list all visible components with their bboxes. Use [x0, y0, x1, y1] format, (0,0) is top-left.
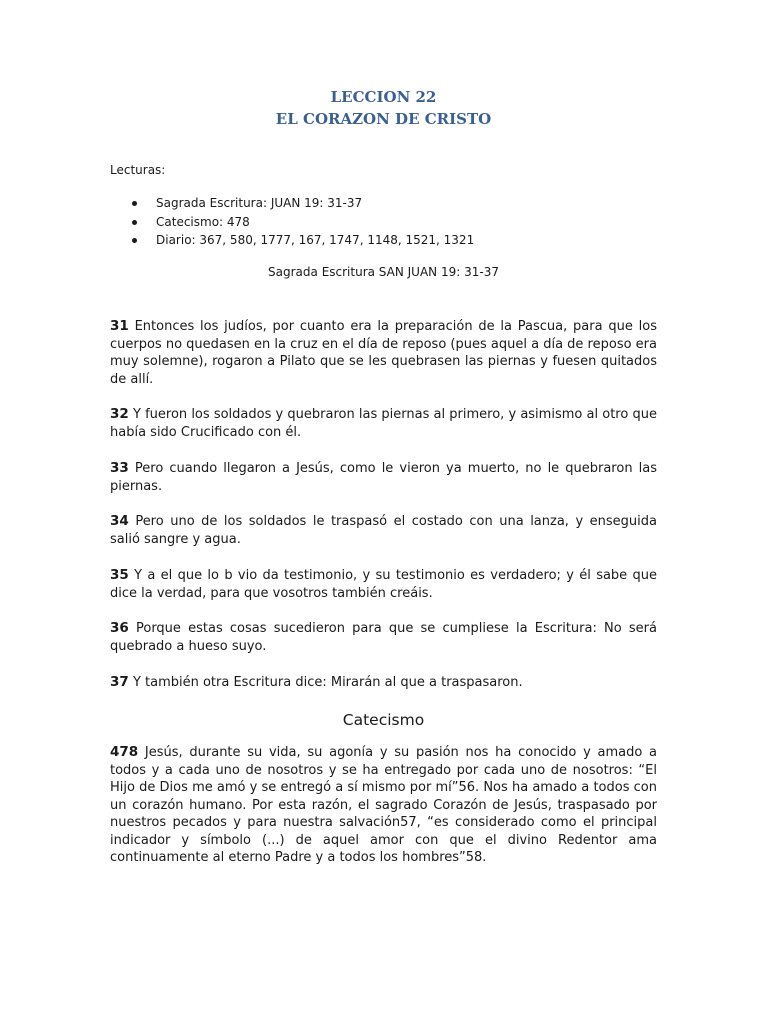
- verse-text: Pero uno de los soldados le traspasó el costado con una lanza, y enseguida salió sangre y agua.: [110, 514, 657, 547]
- catechism-number: 478: [110, 744, 139, 760]
- scripture-source-reference: Sagrada Escritura SAN JUAN 19: 31-37: [268, 265, 499, 279]
- reading-item: [110, 194, 474, 213]
- bullet-icon: [132, 238, 137, 243]
- verse-number: 31: [110, 318, 129, 334]
- reading-text: Sagrada Escritura: JUAN 19: 31-37: [156, 196, 363, 210]
- reading-text: Catecismo: 478: [156, 214, 250, 229]
- verse-text: Y también otra Escritura dice: Mirarán al que a traspasaron.: [132, 675, 523, 690]
- readings-label: Lecturas:: [110, 163, 166, 177]
- catechism-paragraph: [110, 744, 657, 867]
- catechism-text: Jesús, durante su vida, su agonía y su pasión nos ha conocido y amado a todos y a cada uno de nosotros y se ha entregado por cada uno de nosotros: “El Hijo de Dios me amó y se entregó a sí mismo por mí”56. Nos ha amado a todos con un corazón humano. Por esta razón, el sagrado Corazón de Jesús, traspasado por nuestros pecados y para nuestra salvación57, “es considerado como el principal indicador y símbolo (...) de aquel amor con que el divino Redentor ama continuamente al eterno Padre y a todos los hombres”58.: [110, 745, 657, 865]
- verse-paragraph: [110, 460, 657, 495]
- reading-item: [110, 231, 474, 250]
- bullet-icon: [132, 220, 137, 225]
- verse-text: Porque estas cosas sucedieron para que se cumpliese la Escritura: No será quebrado a hueso suyo.: [110, 621, 657, 654]
- verse-paragraph: [110, 620, 657, 655]
- verse-paragraph: [110, 567, 657, 602]
- verse-number: 34: [110, 513, 129, 529]
- verse-paragraph: [110, 513, 657, 548]
- verse-paragraph: [110, 318, 657, 388]
- verse-paragraph: [110, 406, 657, 441]
- reading-text: Diario: 367, 580, 1777, 167, 1747, 1148, 1521, 1321: [156, 233, 475, 247]
- lesson-title: EL CORAZON DE CRISTO: [275, 110, 492, 128]
- verse-text: Y fueron los soldados y quebraron las piernas al primero, y asimismo al otro que había sido Crucificado con él.: [110, 407, 657, 440]
- lesson-number-title: LECCION 22: [330, 88, 437, 106]
- reading-item: [110, 213, 474, 232]
- verse-paragraph: [110, 674, 657, 692]
- verse-number: 32: [110, 406, 129, 422]
- bullet-icon: [132, 201, 137, 206]
- verse-number: 35: [110, 567, 129, 583]
- readings-list: [110, 194, 474, 250]
- catechism-heading: Catecismo: [342, 711, 425, 729]
- verse-text: Pero cuando llegaron a Jesús, como le vieron ya muerto, no le quebraron las piernas.: [110, 461, 657, 494]
- verse-number: 33: [110, 460, 129, 476]
- verse-text: Y a el que lo b vio da testimonio, y su testimonio es verdadero; y él sabe que dice la verdad, para que vosotros también creáis.: [110, 568, 657, 601]
- verse-number: 37: [110, 674, 129, 690]
- verse-text: Entonces los judíos, por cuanto era la preparación de la Pascua, para que los cuerpos no quedasen en la cruz en el día de reposo (pues aquel a día de reposo era muy solemne), rogaron a Pilato que se les quebrasen las piernas y fuesen quitados de allí.: [110, 319, 657, 387]
- verse-number: 36: [110, 620, 129, 636]
